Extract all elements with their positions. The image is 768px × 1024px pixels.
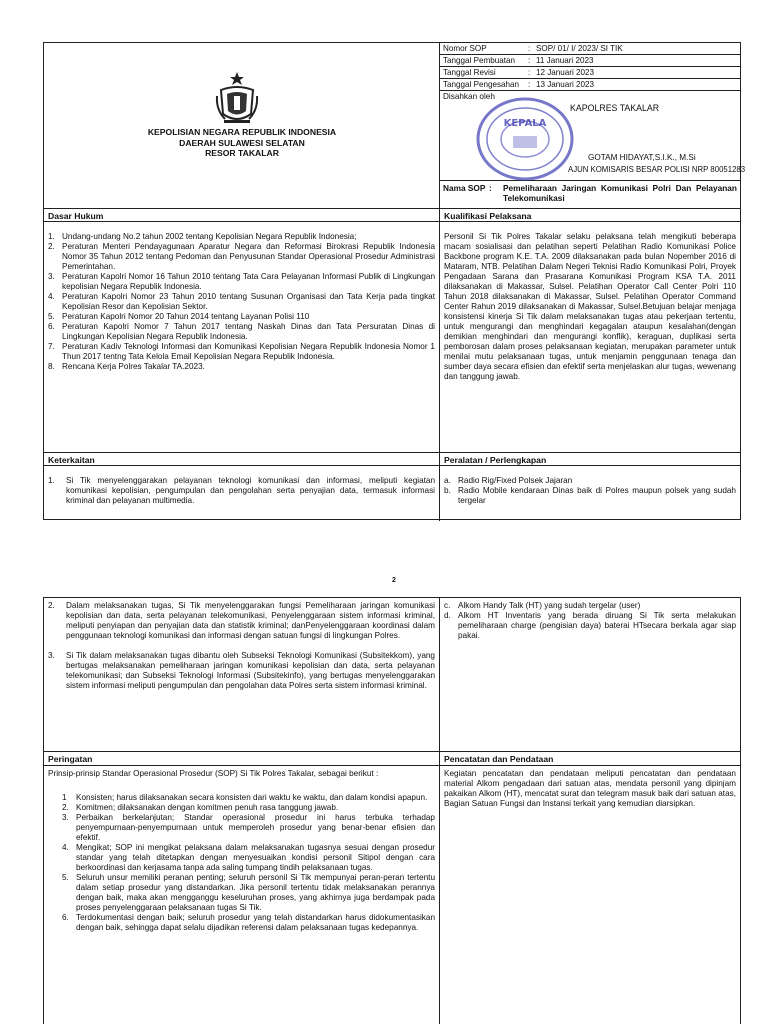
peralatan-cont-cell bbox=[440, 598, 740, 751]
disahkan-label: Disahkan oleh bbox=[443, 92, 495, 101]
kualifikasi-title: Kualifikasi Pelaksana bbox=[444, 211, 532, 221]
pencatatan-text: Kegiatan pencatatan dan pendataan meliputi pencatatan dan pendataan material Alkom pengadaan dari satuan atas, mendata personil yang dipinjam pakaikan Alkom (HT), mencatat surat dan telegram masuk baik dari satuan atas, Bagian Satuan Fungsi dan Instansi terkait yang kemudian diarsipkan. bbox=[444, 769, 736, 808]
list-item: 8. Rencana Kerja Polres Takalar TA.2023. bbox=[48, 362, 205, 371]
dasar-hukum-cell bbox=[44, 222, 440, 452]
org-line-1: KEPOLISIAN NEGARA REPUBLIK INDONESIA bbox=[147, 127, 337, 137]
list-item: c. Alkom Handy Talk (HT) yang sudah tergelar (user) bbox=[444, 601, 641, 610]
list-item: b. Radio Mobile kendaraan Dinas baik di Polres maupun polsek yang sudah tergelar bbox=[444, 486, 736, 505]
org-cell bbox=[44, 43, 440, 208]
list-item: a. Radio Rig/Fixed Polsek Jajaran bbox=[444, 476, 573, 485]
kapolres-title: KAPOLRES TAKALAR bbox=[570, 103, 660, 113]
sop-name-value: Pemeliharaan Jaringan Komunikasi Polri Dan Pelayanan Telekomunikasi bbox=[503, 183, 737, 204]
meta-tanggal-pengesahan: Tanggal Pengesahan : 13 Januari 2023 bbox=[440, 79, 740, 91]
sop-name-block bbox=[440, 182, 740, 209]
list-item: 4. Mengikat; SOP ini mengikat pelaksana dalam melaksanakan tugasnya sesuai dengan prosedur standar yang telah ditetapkan dengan menyesuaikan kondisi personil Sitipol dengan cara berkoordinasi dan kerjasama tanpa ada saling tumpang tindih pelaksanaan tugas. bbox=[62, 843, 435, 872]
list-item: 2. Peraturan Menteri Pendayagunaan Aparatur Negara dan Reformasi Birokrasi Republik Indonesia Nomor 35 Tahun 2012 tentang Pedoman dan Penyusunan Standar Operasional Prosedur Administrasi Pemerintahan. bbox=[48, 242, 435, 271]
meta-tanggal-revisi: Tanggal Revisi : 12 Januari 2023 bbox=[440, 67, 740, 79]
section-content-row-3 bbox=[44, 766, 740, 1024]
signer-name: GOTAM HIDAYAT,S.I.K., M.Si bbox=[588, 153, 696, 162]
page-number: 2 bbox=[392, 577, 396, 584]
meta-nomor-sop: Nomor SOP : SOP/ 01/ I/ 2023/ SI TIK bbox=[440, 43, 740, 55]
list-item: 2. Komitmen; dilaksanakan dengan komitmen penuh rasa tanggung jawab. bbox=[62, 803, 339, 812]
list-item: 2. Dalam melaksanakan tugas, Si Tik menyelenggarakan fungsi Pemeliharaan jaringan komunikasi kepolisian dan data, serta pelayanan telekomunikasi, Penyelenggaraan sistem informasi kriminal, meliputi penyiapan dan penyajian data dan statistik kriminal; danPenyelenggaraan koordinasi dalam penggunaan teknologi komunikasi dan informasi dengan satuan fungsi di lingkungan Polres. bbox=[48, 601, 435, 640]
list-item: 3. Perbaikan berkelanjutan; Standar operasional prosedur ini harus terbuka terhadap penyempurnaan-penyempurnaan untuk memperoleh prosedur yang benar-benar efisien dan efektif. bbox=[62, 813, 435, 842]
stamp-text: KEPALA bbox=[503, 118, 547, 129]
keterkaitan-cont-list bbox=[44, 598, 439, 691]
section-title-row-1 bbox=[44, 209, 740, 222]
meta-tanggal-pembuatan: Tanggal Pembuatan : 11 Januari 2023 bbox=[440, 55, 740, 67]
kualifikasi-text: Personil Si Tik Polres Takalar selaku pelaksana telah mengikuti beberapa macam sosialisasi dan pelatihan seperti Pelatihan Radio Komunikasi Police Backbone program K.E. T.A. 2009 dilaksanakan pada bulan Nopember 2016 di Mataram, NTB. Pelatihan Dalam Negeri Teknisi Radio Komunikasi Polri, Proyek Pengadaan Sarana dan Prasarana Komunikasi Program KSA T.A. 2011 dilaksanakan di Makassar, Sulsel. Pelatihan Operator Call Center Polri 110 Tahun 2018 dilaksanakan di Makassar, Sulsel. Pelatihan Operator Command Center Rahun 2019 dilaksanakan di Makassar, Sulsel.Betujuan belajar menjaga konsistensi kinerja Si Tik dalam melaksanakan tugas atau pekerjaan tertentu, untuk mengurangi dan menghindari kegagalan ataupun kesalahan(dengan demikian menghindari dan mengurangi konflik), keraguan, duplikasi serta pemborosan dalam proses pelaksanaan kegiatan, merupakan parameter untuk menilai mutu pelaksanaan tugas, untuk menjamin penggunaan tenaga dan sumber daya secara efisien dan efektif serta menjelaskan alur tugas, wewenang dan tanggung jawab. bbox=[444, 232, 736, 381]
list-item: 1. Si Tik menyelenggarakan pelayanan teknologi komunikasi dan informasi, meliputi kegiatan komunikasi kepolisian, pengumpulan dan pengolahan serta penyajian data, termasuk informasi kriminal dan pelayanan multimedia. bbox=[48, 476, 435, 505]
header-row bbox=[44, 43, 746, 209]
list-item: 5. Peraturan Kapolri Nomor 20 Tahun 2014 tentang Layanan Polisi 110 bbox=[48, 312, 310, 321]
dasar-hukum-list bbox=[44, 222, 439, 372]
sop-table-page-1 bbox=[43, 42, 746, 520]
list-item: 7. Peraturan Kadiv Teknologi Informasi dan Komunikasi Kepolisian Negara Republik Indonesia Nomor 1 Thun 2017 tentng Tata Kelola Email Kepolisian Negara Republik Indonesia. bbox=[48, 342, 435, 361]
section-title-row-3 bbox=[44, 752, 740, 766]
pencatatan-cell bbox=[440, 766, 740, 1024]
keterkaitan-cell bbox=[44, 466, 440, 521]
section-content-row-2 bbox=[44, 466, 740, 521]
list-item: 6. Terdokumentasi dengan baik; seluruh prosedur yang telah distandarkan harus didokumentasikan dengan baik, sehingga dapat selalu dijadikan referensi dalam pelaksanaan tugas kedepannya. bbox=[62, 913, 435, 932]
peringatan-title: Peringatan bbox=[44, 752, 440, 765]
list-item: 4. Peraturan Kapolri Nomor 23 Tahun 2010 tentang Susunan Organisasi dan Tata Kerja pada tingkat Kepolisian Resor dan Kepolisian Sektor. bbox=[48, 292, 435, 311]
organization-name bbox=[44, 127, 440, 159]
keterkaitan-title: Keterkaitan bbox=[44, 453, 440, 465]
peralatan-title: Peralatan / Perlengkapan bbox=[444, 455, 547, 465]
peralatan-cell bbox=[440, 466, 740, 521]
section-title-row-2 bbox=[44, 453, 740, 466]
list-item: 6. Peraturan Kapolri Nomor 7 Tahun 2017 tentang Naskah Dinas dan Tata Persuratan Dinas di Lingkungan Kepolisian Negara Republik Indonesia. bbox=[48, 322, 435, 341]
list-item: 3. Si Tik dalam melaksanakan tugas dibantu oleh Subseksi Teknologi Komunikasi (Subsitekkom), yang bertugas melaksanakan pemeliharaan jaringan komunikasi kepolisian dan data, serta pelayanan telekomunikasi; dan Subseksi Teknologi Informasi (Subsitekinfo), yang bertugas menyelenggarakan sistem informasi meliputi pengumpulan dan pengolahan data Polres serta sistem informasi kriminal. bbox=[48, 651, 435, 690]
dasar-hukum-title: Dasar Hukum bbox=[44, 209, 440, 221]
list-item: 1. Undang-undang No.2 tahun 2002 tentang Kepolisian Negara Republik Indonesia; bbox=[48, 232, 357, 241]
kualifikasi-cell bbox=[440, 222, 740, 452]
org-line-3: RESOR TAKALAR bbox=[205, 148, 279, 159]
peringatan-list bbox=[44, 779, 439, 933]
peralatan-list bbox=[440, 466, 740, 506]
peringatan-cell bbox=[44, 766, 440, 1024]
pencatatan-title: Pencatatan dan Pendataan bbox=[444, 754, 554, 764]
official-stamp-icon bbox=[475, 96, 575, 182]
list-item: d. Alkom HT Inventaris yang berada diruang Si Tik serta melakukan pemeliharaan charge (pengisian daya) baterai HTsecara berkala agar siap pakai. bbox=[444, 611, 736, 640]
sop-name-sep: : bbox=[489, 183, 492, 193]
sop-table-page-2 bbox=[43, 597, 741, 1024]
list-item: 3. Peraturan Kapolri Nomor 16 Tahun 2010 tentang Tata Cara Pelayanan Informasi Publik di Lingkungan kepolisian Negara Republik Indonesia. bbox=[48, 272, 435, 291]
continuation-row bbox=[44, 598, 740, 752]
org-line-2: DAERAH SULAWESI SELATAN bbox=[179, 137, 305, 148]
keterkaitan-cont-cell bbox=[44, 598, 440, 751]
keterkaitan-list bbox=[44, 466, 439, 506]
signer-rank: AJUN KOMISARIS BESAR POLISI NRP 80051283 bbox=[568, 165, 746, 174]
sop-name-label: Nama SOP bbox=[443, 183, 486, 193]
list-item: 5. Seluruh unsur memiliki peranan penting; seluruh personil Si Tik mempunyai peran-peran tertentu dalam setiap prosedur yang distandarkan. Jika personil tertentu tidak melaksanakan perannya dengan baik, maka akan mengganggu keseluruhan proses, yang akhirnya juga berdampak pada proses penyelenggaraan pelaksanaan tugas Si Tik. bbox=[62, 873, 435, 912]
peralatan-cont-list bbox=[440, 598, 740, 641]
list-item: 1 Konsisten; harus dilaksanakan secara konsisten dari waktu ke waktu, dan dalam kondisi apapun. bbox=[62, 793, 428, 802]
police-emblem-icon bbox=[214, 70, 260, 124]
section-content-row-1 bbox=[44, 222, 740, 453]
peringatan-intro: Prinsip-prinsip Standar Operasional Prosedur (SOP) Si Tik Polres Takalar, sebagai berikut : bbox=[48, 769, 379, 778]
